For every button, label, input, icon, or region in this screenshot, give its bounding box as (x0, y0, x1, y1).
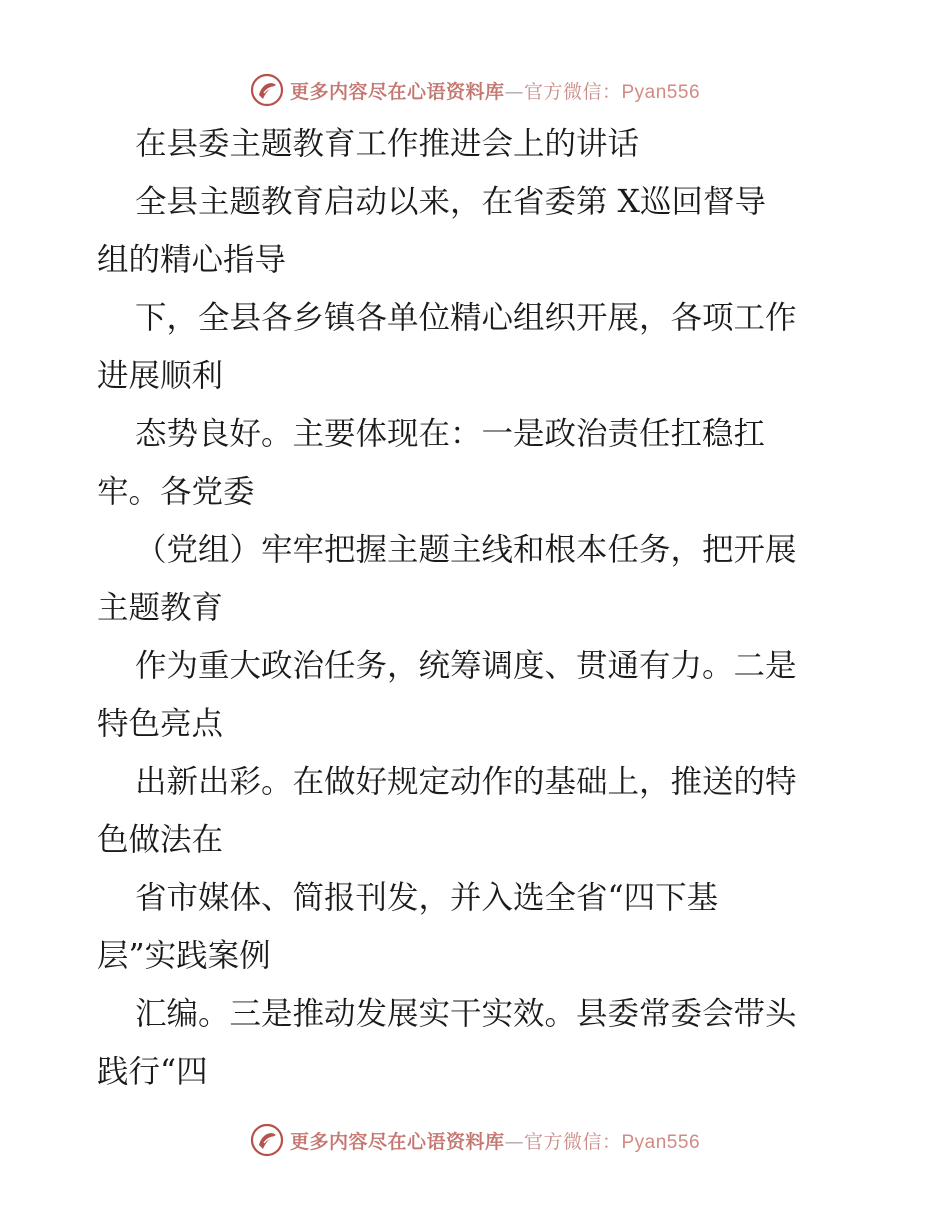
paragraph-line: 作为重大政治任务，统筹调度、贯通有力。二是 (135, 648, 797, 684)
paragraph-line: 组的精心指导 (97, 242, 287, 278)
watermark-wechat-label: 官方微信： (523, 80, 622, 103)
paragraph-line: 省市媒体、简报刊发，并入选全省“四下基 (135, 880, 719, 916)
watermark-dash: — (504, 80, 524, 103)
paragraph-line: 践行“四 (97, 1054, 208, 1090)
document-body (97, 115, 857, 1101)
footer-watermark (0, 1120, 950, 1160)
paragraph-line: 特色亮点 (97, 706, 224, 742)
watermark-wechat-label: 官方微信： (523, 1130, 622, 1153)
paragraph-line: 出新出彩。在做好规定动作的基础上，推送的特 (135, 764, 797, 800)
paragraph-line: 态势良好。主要体现在：一是政治责任扛稳扛 (135, 416, 766, 452)
ribbon-logo-icon (250, 1123, 284, 1157)
paragraph-line: 层”实践案例 (97, 938, 271, 974)
watermark-text (290, 77, 700, 104)
watermark-wechat-id: Pyan556 (621, 81, 701, 103)
paragraph-line: 进展顺利 (97, 358, 224, 394)
paragraph-line: 主题教育 (97, 590, 224, 626)
header-watermark (0, 70, 950, 110)
watermark-brand: 更多内容尽在心语资料库 (289, 80, 505, 103)
document-title: 在县委主题教育工作推进会上的讲话 (135, 126, 640, 162)
paragraph-line: 色做法在 (97, 822, 224, 858)
watermark-brand: 更多内容尽在心语资料库 (289, 1130, 505, 1153)
watermark-wechat-id: Pyan556 (621, 1131, 701, 1153)
paragraph-line: 汇编。三是推动发展实干实效。县委常委会带头 (135, 996, 797, 1032)
paragraph-line: （党组）牢牢把握主题主线和根本任务，把开展 (135, 532, 797, 568)
paragraph-line: 全县主题教育启动以来，在省委第 X巡回督导 (135, 184, 766, 220)
ribbon-logo-icon (250, 73, 284, 107)
watermark-dash: — (504, 1130, 524, 1153)
paragraph-line: 下，全县各乡镇各单位精心组织开展，各项工作 (135, 300, 797, 336)
watermark-text (290, 1127, 700, 1154)
paragraph-line: 牢。各党委 (97, 474, 255, 510)
